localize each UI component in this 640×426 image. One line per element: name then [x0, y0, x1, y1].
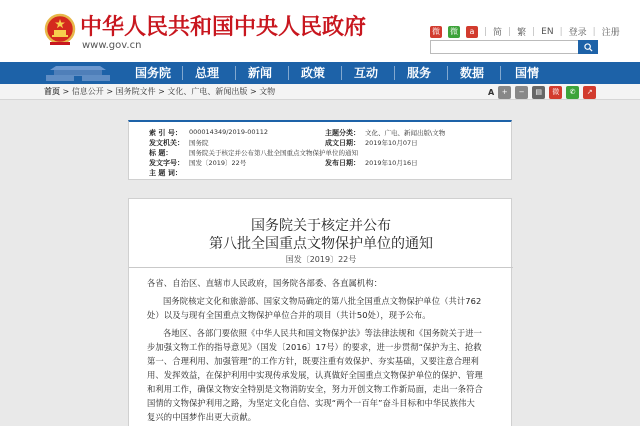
font-size-icon[interactable]: A	[488, 87, 495, 97]
doc-number-value: 国发〔2019〕22号	[189, 159, 247, 167]
nav-item-national-info[interactable]: 国情	[514, 66, 539, 80]
title-value: 国务院关于核定并公布第八批全国重点文物保护单位的通知	[189, 149, 358, 157]
document-body	[128, 198, 512, 426]
search-button[interactable]	[578, 40, 598, 54]
nav-item-data[interactable]: 数据	[459, 66, 484, 80]
traditional-link[interactable]: 繁	[517, 28, 527, 38]
register-link[interactable]: 注册	[601, 28, 620, 38]
date-label: 成文日期：	[325, 139, 360, 147]
link-separator: |	[508, 26, 512, 37]
publish-label: 发布日期：	[325, 159, 360, 167]
nav-item-interaction[interactable]: 互动	[353, 66, 378, 80]
tiananmen-icon	[40, 64, 116, 82]
breadcrumb-relics[interactable]: 文物	[259, 87, 276, 96]
index-label: 索 引 号：	[149, 129, 182, 137]
document-title-line1: 国务院关于核定并公布	[251, 218, 391, 234]
weibo-share-icon[interactable]: 微	[549, 86, 562, 99]
breadcrumb-info-disclosure[interactable]: 信息公开	[71, 87, 104, 96]
breadcrumb	[44, 86, 275, 97]
site-header	[0, 0, 640, 62]
breadcrumb-separator: >	[158, 87, 165, 96]
link-separator: |	[532, 26, 536, 37]
breadcrumb-separator: >	[106, 87, 114, 96]
weibo-icon[interactable]: 微	[432, 27, 440, 36]
font-enlarge-icon[interactable]: +	[498, 86, 511, 99]
breadcrumb-separator: >	[62, 87, 70, 96]
index-value: 000014349/2019-00112	[189, 128, 268, 136]
nav-item-premier[interactable]: 总理	[194, 66, 219, 80]
login-link[interactable]: 登录	[568, 28, 587, 38]
search-icon	[584, 43, 593, 52]
site-title[interactable]: 中华人民共和国中央人民政府	[80, 15, 367, 40]
national-emblem-icon[interactable]	[44, 13, 76, 47]
issuer-label: 发文机关：	[149, 139, 184, 147]
nav-item-news[interactable]: 新闻	[247, 66, 272, 80]
paragraph-2-line-1: 各地区、各部门要依照《中华人民共和国文物保护法》等法律法规和《国务院关于进一	[163, 328, 483, 338]
top-links	[430, 25, 620, 38]
breadcrumb-bar	[0, 84, 640, 100]
breadcrumb-separator: >	[249, 87, 257, 96]
breadcrumb-culture[interactable]: 文化、广电、新闻出版	[167, 87, 248, 96]
nav-item-services[interactable]: 服务	[406, 66, 431, 80]
search-input[interactable]	[430, 40, 580, 54]
doc-number-label: 发文字号：	[149, 159, 184, 167]
print-icon[interactable]: ▤	[532, 86, 545, 99]
more-share-icon[interactable]: ↗	[583, 86, 596, 99]
font-shrink-icon[interactable]: −	[515, 86, 528, 99]
app-icon[interactable]: a	[466, 26, 478, 38]
link-separator: |	[484, 26, 488, 37]
topic-value: 文化、广电、新闻出版\文物	[365, 129, 446, 137]
simplified-link[interactable]: 简	[493, 28, 503, 38]
document-divider	[129, 267, 513, 268]
issuer-value: 国务院	[189, 139, 209, 147]
nav-item-policy[interactable]: 政策	[300, 66, 325, 80]
paragraph-2-line-3: 第一、合理利用、加强管理”的工作方针，既要注重有效保护、夯实基础，又要注意合理利	[147, 356, 479, 366]
main-nav	[0, 62, 640, 84]
link-separator: |	[559, 26, 563, 37]
breadcrumb-home[interactable]: 首页	[44, 87, 60, 96]
paragraph-2-line-2: 步加强文物工作的指导意见》（国发〔2016〕17号）的要求，进一步贯彻“保护为主、抢救	[147, 342, 482, 352]
publish-value: 2019年10月16日	[365, 159, 418, 167]
title-label: 标 题：	[149, 149, 173, 157]
paragraph-2-line-6: 国情的文物保护利用之路，为坚定文化自信、实现“两个一百年”奋斗目标和中华民族伟大	[147, 398, 475, 408]
english-link[interactable]: EN	[541, 26, 554, 37]
wechat-share-icon[interactable]: ✆	[566, 86, 579, 99]
site-url: www.gov.cn	[82, 40, 142, 51]
paragraph-2-line-5: 和利用工作，确保文物安全特别是文物消防安全，努力开创文物工作新局面，走出一条符合	[147, 384, 483, 394]
link-separator: |	[592, 26, 596, 37]
keywords-label: 主 题 词：	[149, 169, 182, 177]
date-value: 2019年10月07日	[365, 139, 418, 147]
paragraph-1-line-1: 国务院核定文化和旅游部、国家文物局确定的第八批全国重点文物保护单位（共计762	[163, 296, 482, 306]
paragraph-2-line-7: 复兴的中国梦作出更大贡献。	[147, 412, 257, 422]
nav-item-state-council[interactable]: 国务院	[134, 66, 171, 80]
document-number: 国发〔2019〕22号	[285, 255, 357, 264]
document-info-panel	[128, 120, 512, 180]
topic-label: 主题分类：	[325, 129, 360, 137]
document-salutation: 各省、自治区、直辖市人民政府，国务院各部委、各直属机构：	[147, 278, 383, 288]
wechat-icon[interactable]: 微	[450, 27, 458, 36]
paragraph-2-line-4: 用、发挥效益，在保护利用中实现传承发展，认真做好全国重点文物保护单位的保护、管理	[147, 370, 483, 380]
document-title-line2: 第八批全国重点文物保护单位的通知	[209, 236, 433, 252]
breadcrumb-state-council-docs[interactable]: 国务院文件	[115, 87, 156, 96]
share-tools	[488, 84, 596, 100]
paragraph-1-line-2: 处）以及与现有全国重点文物保护单位合并的项目（共计50处），现予公布。	[147, 310, 431, 320]
